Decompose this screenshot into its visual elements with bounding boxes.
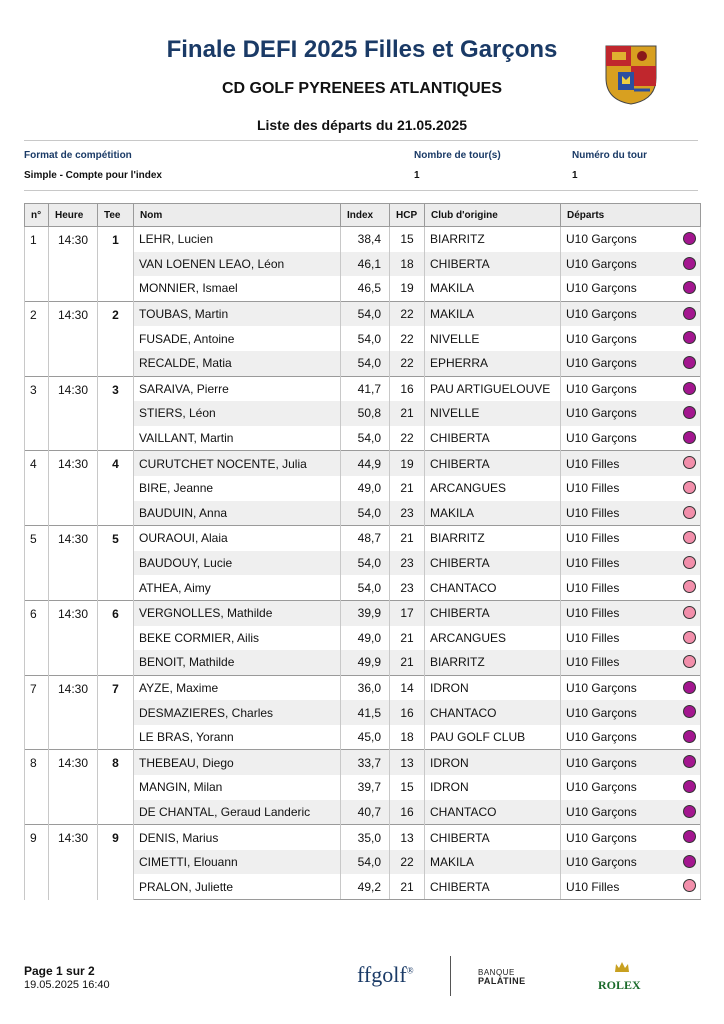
player-departs [561,227,701,252]
player-name: LE BRAS, Yorann [134,725,341,750]
page-number: Page 1 sur 2 [24,964,95,978]
tee-time: 14:30 [49,750,98,825]
player-index: 54,0 [341,850,390,875]
departs-label: U10 Garçons [566,406,637,421]
player-index: 54,0 [341,301,390,326]
col-header-name: Nom [134,204,341,227]
player-club: MAKILA [425,501,561,526]
rolex-logo: ROLEX [598,978,641,992]
boys-marker-icon [683,830,696,843]
player-name: DESMAZIERES, Charles [134,700,341,725]
girls-marker-icon [683,456,696,469]
table-row [25,675,701,700]
player-name: VAN LOENEN LEAO, Léon [134,252,341,277]
departs-label: U10 Filles [566,630,620,645]
committee-name: CD GOLF PYRENEES ATLANTIQUES [221,80,502,97]
player-hcp: 21 [390,626,425,651]
boys-marker-icon [683,780,696,793]
tee-number: 9 [98,825,134,900]
group-number: 1 [25,227,49,302]
girls-marker-icon [683,606,696,619]
boys-marker-icon [683,855,696,868]
player-club: CHIBERTA [425,451,561,476]
player-hcp: 23 [390,575,425,600]
departs-label: U10 Garçons [566,855,637,870]
group-number: 2 [25,301,49,376]
player-name: BEKE CORMIER, Ailis [134,626,341,651]
player-index: 54,0 [341,426,390,451]
boys-marker-icon [683,705,696,718]
player-hcp: 13 [390,750,425,775]
boys-marker-icon [683,382,696,395]
player-club: MAKILA [425,276,561,301]
girls-marker-icon [683,879,696,892]
player-name: RECALDE, Matia [134,351,341,376]
player-name: STIERS, Léon [134,401,341,426]
boys-marker-icon [683,805,696,818]
player-hcp: 17 [390,600,425,625]
ffgolf-logo-text: ffgolf [357,962,407,987]
departs-label: U10 Garçons [566,331,637,346]
boys-marker-icon [683,232,696,245]
player-index: 50,8 [341,401,390,426]
player-name: TOUBAS, Martin [134,301,341,326]
player-club: ARCANGUES [425,626,561,651]
player-index: 33,7 [341,750,390,775]
boys-marker-icon [683,281,696,294]
player-index: 46,1 [341,252,390,277]
format-label: Format de compétition [24,150,132,161]
boys-marker-icon [683,356,696,369]
player-hcp: 15 [390,775,425,800]
tee-time: 14:30 [49,600,98,675]
tee-number: 6 [98,600,134,675]
player-index: 39,7 [341,775,390,800]
player-name: BIRE, Jeanne [134,476,341,501]
player-hcp: 19 [390,451,425,476]
girls-marker-icon [683,631,696,644]
departs-label: U10 Garçons [566,780,637,795]
player-departs [561,476,701,501]
player-index: 46,5 [341,276,390,301]
boys-marker-icon [683,431,696,444]
player-departs [561,401,701,426]
player-name: CURUTCHET NOCENTE, Julia [134,451,341,476]
departs-label: U10 Garçons [566,431,637,446]
girls-marker-icon [683,506,696,519]
boys-marker-icon [683,730,696,743]
player-hcp: 23 [390,501,425,526]
player-name: ATHEA, Aimy [134,575,341,600]
group-number: 9 [25,825,49,900]
player-hcp: 22 [390,351,425,376]
player-hcp: 16 [390,376,425,401]
banque-logo-line2: PALATINE [478,976,526,986]
player-index: 39,9 [341,600,390,625]
tee-time: 14:30 [49,227,98,302]
player-hcp: 22 [390,301,425,326]
player-hcp: 21 [390,874,425,899]
table-header-row [25,204,701,227]
tee-number: 2 [98,301,134,376]
departs-label: U10 Filles [566,556,620,571]
group-number: 4 [25,451,49,526]
player-club: NIVELLE [425,326,561,351]
tee-number: 1 [98,227,134,302]
player-index: 38,4 [341,227,390,252]
player-name: DENIS, Marius [134,825,341,850]
tee-time: 14:30 [49,825,98,900]
col-header-number: n° [25,204,49,227]
girls-marker-icon [683,481,696,494]
player-departs [561,301,701,326]
player-departs [561,775,701,800]
player-index: 54,0 [341,501,390,526]
player-name: VERGNOLLES, Mathilde [134,600,341,625]
round-number-label: Numéro du tour [572,150,647,161]
girls-marker-icon [683,556,696,569]
col-header-club: Club d'origine [425,204,561,227]
player-departs [561,700,701,725]
rounds-label: Nombre de tour(s) [414,150,501,161]
rounds-value: 1 [414,170,420,181]
player-departs [561,351,701,376]
tee-time: 14:30 [49,526,98,601]
departs-label: U10 Filles [566,531,620,546]
player-index: 54,0 [341,575,390,600]
ffgolf-logo [357,962,414,988]
table-row [25,750,701,775]
departs-label: U10 Filles [566,505,620,520]
player-club: MAKILA [425,301,561,326]
player-club: CHIBERTA [425,825,561,850]
tee-time: 14:30 [49,451,98,526]
player-club: ARCANGUES [425,476,561,501]
departs-label: U10 Filles [566,456,620,471]
col-header-departs: Départs [561,204,701,227]
player-index: 54,0 [341,551,390,576]
player-club: CHIBERTA [425,426,561,451]
player-name: MONNIER, Ismael [134,276,341,301]
col-header-hcp: HCP [390,204,425,227]
player-name: VAILLANT, Martin [134,426,341,451]
page-title: Finale DEFI 2025 Filles et Garçons [166,36,558,63]
girls-marker-icon [683,580,696,593]
player-club: PAU ARTIGUELOUVE [425,376,561,401]
departs-label: U10 Garçons [566,232,637,247]
player-index: 35,0 [341,825,390,850]
departs-label: U10 Garçons [566,730,637,745]
player-club: CHIBERTA [425,252,561,277]
player-index: 40,7 [341,800,390,825]
player-index: 41,5 [341,700,390,725]
player-club: CHIBERTA [425,874,561,899]
player-hcp: 22 [390,326,425,351]
player-club: NIVELLE [425,401,561,426]
group-number: 5 [25,526,49,601]
boys-marker-icon [683,681,696,694]
player-club: BIARRITZ [425,526,561,551]
player-club: IDRON [425,675,561,700]
logo-divider [450,956,451,996]
player-departs [561,626,701,651]
boys-marker-icon [683,331,696,344]
col-header-tee: Tee [98,204,134,227]
player-departs [561,426,701,451]
departs-label: U10 Garçons [566,281,637,296]
player-name: SARAIVA, Pierre [134,376,341,401]
player-club: PAU GOLF CLUB [425,725,561,750]
tee-time: 14:30 [49,301,98,376]
start-list-table [24,203,701,900]
player-hcp: 14 [390,675,425,700]
departs-label: U10 Filles [566,580,620,595]
player-index: 54,0 [341,351,390,376]
player-index: 54,0 [341,326,390,351]
departs-label: U10 Garçons [566,680,637,695]
banque-logo-line1: BANQUE [478,968,515,977]
player-departs [561,850,701,875]
player-index: 49,2 [341,874,390,899]
player-club: BIARRITZ [425,650,561,675]
player-name: MANGIN, Milan [134,775,341,800]
table-row [25,301,701,326]
player-index: 44,9 [341,451,390,476]
player-name: THEBEAU, Diego [134,750,341,775]
tee-number: 8 [98,750,134,825]
player-departs [561,376,701,401]
player-hcp: 13 [390,825,425,850]
player-departs [561,276,701,301]
col-header-time: Heure [49,204,98,227]
group-number: 8 [25,750,49,825]
boys-marker-icon [683,406,696,419]
player-index: 48,7 [341,526,390,551]
player-name: OURAOUI, Alaia [134,526,341,551]
player-index: 41,7 [341,376,390,401]
format-value: Simple - Compte pour l'index [24,170,162,181]
tee-number: 5 [98,526,134,601]
player-index: 49,9 [341,650,390,675]
tee-number: 3 [98,376,134,451]
player-index: 49,0 [341,476,390,501]
print-date: 19.05.2025 16:40 [24,979,110,991]
player-departs [561,252,701,277]
player-departs [561,600,701,625]
departs-label: U10 Garçons [566,755,637,770]
player-club: EPHERRA [425,351,561,376]
departs-label: U10 Garçons [566,356,637,371]
departs-label: U10 Garçons [566,307,637,322]
player-hcp: 21 [390,526,425,551]
player-hcp: 21 [390,401,425,426]
player-club: CHANTACO [425,800,561,825]
player-club: BIARRITZ [425,227,561,252]
player-departs [561,451,701,476]
table-row [25,227,701,252]
departs-label: U10 Garçons [566,830,637,845]
player-hcp: 15 [390,227,425,252]
player-departs [561,675,701,700]
player-departs [561,575,701,600]
tee-number: 4 [98,451,134,526]
group-number: 3 [25,376,49,451]
player-departs [561,825,701,850]
player-name: LEHR, Lucien [134,227,341,252]
player-name: BAUDUIN, Anna [134,501,341,526]
player-name: BAUDOUY, Lucie [134,551,341,576]
player-hcp: 23 [390,551,425,576]
departs-label: U10 Garçons [566,256,637,271]
player-hcp: 21 [390,476,425,501]
departs-label: U10 Filles [566,879,620,894]
boys-marker-icon [683,755,696,768]
player-departs [561,526,701,551]
girls-marker-icon [683,655,696,668]
player-departs [561,326,701,351]
player-club: CHANTACO [425,575,561,600]
player-departs [561,725,701,750]
divider [24,190,698,191]
player-departs [561,501,701,526]
departs-label: U10 Garçons [566,381,637,396]
player-hcp: 18 [390,252,425,277]
table-row [25,451,701,476]
tee-time: 14:30 [49,376,98,451]
table-row [25,376,701,401]
list-title: Liste des départs du 21.05.2025 [256,117,468,133]
departs-label: U10 Garçons [566,705,637,720]
registered-icon: ® [406,965,414,976]
player-departs [561,750,701,775]
player-club: CHANTACO [425,700,561,725]
player-hcp: 19 [390,276,425,301]
departs-label: U10 Filles [566,606,620,621]
player-index: 49,0 [341,626,390,651]
player-departs [561,551,701,576]
player-index: 45,0 [341,725,390,750]
table-row [25,600,701,625]
player-departs [561,650,701,675]
boys-marker-icon [683,257,696,270]
player-hcp: 16 [390,800,425,825]
player-hcp: 18 [390,725,425,750]
player-name: AYZE, Maxime [134,675,341,700]
tee-time: 14:30 [49,675,98,750]
player-hcp: 22 [390,426,425,451]
player-hcp: 16 [390,700,425,725]
player-club: MAKILA [425,850,561,875]
player-departs [561,800,701,825]
player-name: CIMETTI, Elouann [134,850,341,875]
player-hcp: 21 [390,650,425,675]
round-number-value: 1 [572,170,578,181]
girls-marker-icon [683,531,696,544]
group-number: 6 [25,600,49,675]
player-club: IDRON [425,750,561,775]
player-name: PRALON, Juliette [134,874,341,899]
divider [24,140,698,141]
table-row [25,526,701,551]
player-name: DE CHANTAL, Geraud Landeric [134,800,341,825]
departs-label: U10 Filles [566,481,620,496]
rolex-crown-icon [614,960,630,974]
player-name: BENOIT, Mathilde [134,650,341,675]
table-row [25,825,701,850]
player-hcp: 22 [390,850,425,875]
col-header-index: Index [341,204,390,227]
player-club: IDRON [425,775,561,800]
banque-palatine-logo [478,968,526,986]
departs-label: U10 Filles [566,655,620,670]
player-club: CHIBERTA [425,551,561,576]
player-name: FUSADE, Antoine [134,326,341,351]
departs-label: U10 Garçons [566,804,637,819]
group-number: 7 [25,675,49,750]
player-departs [561,874,701,899]
boys-marker-icon [683,307,696,320]
player-index: 36,0 [341,675,390,700]
player-club: CHIBERTA [425,600,561,625]
tee-number: 7 [98,675,134,750]
